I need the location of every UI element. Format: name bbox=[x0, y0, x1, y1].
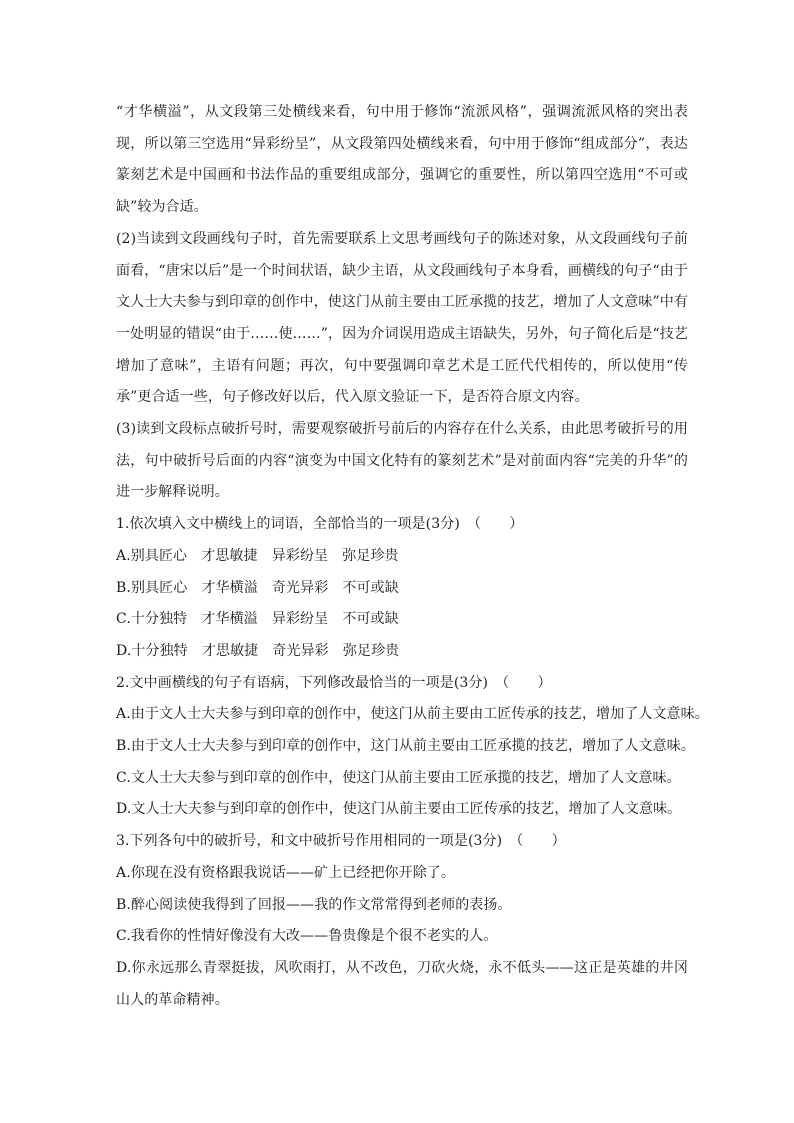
question-1 bbox=[116, 509, 688, 668]
option-d: D.文人士大夫参与到印章的创作中，使这门从前主要由工匠传承的技艺，增加了人文意味。 bbox=[116, 801, 682, 818]
question-stem: 2.文中画横线的句子有语病，下列修改最恰当的一项是(3分) （ ） bbox=[116, 674, 552, 691]
question-2 bbox=[116, 668, 709, 827]
option-b: B.由于文人士大夫参与到印章的创作中，这门从前主要由工匠承揽的技艺，增加了人文意味。 bbox=[116, 738, 695, 755]
option-b: B.别具匠心 才华横溢 奇光异彩 不可或缺 bbox=[116, 579, 399, 596]
question-stem: 3.下列各句中的破折号，和文中破折号作用相同的一项是(3分) （ ） bbox=[116, 833, 566, 850]
analysis-point-3: (3)读到文段标点破折号时，需要观察破折号前后的内容存在什么关系，由此思考破折号的用法，句中破折号后面的内容“演变为中国文化特有的篆刻艺术”是对前面内容“完美的升华”的进一步解释说明。 bbox=[116, 421, 688, 501]
question-3 bbox=[116, 826, 688, 1016]
analysis-continuation: “才华横溢”，从文段第三处横线来看，句中用于修饰“流派风格”，强调流派风格的突出表现，所以第三空选用“异彩纷呈”，从文段第四处横线来看，句中用于修饰“组成部分”，表达篆刻艺术是中国画和书法作品的重要组成部分，强调它的重要性，所以第四空选用“不可或缺”较为合适。 bbox=[116, 104, 688, 216]
option-a: A.你现在没有资格跟我说话——矿上已经把你开除了。 bbox=[116, 864, 456, 881]
question-stem: 1.依次填入文中横线上的词语，全部恰当的一项是(3分) （ ） bbox=[116, 516, 524, 533]
option-d: D.十分独特 才思敏捷 奇光异彩 弥足珍贵 bbox=[116, 642, 400, 659]
option-c: C.十分独特 才华横溢 异彩纷呈 不可或缺 bbox=[116, 611, 399, 628]
document-content bbox=[116, 97, 709, 1016]
option-d: D.你永远那么青翠挺拔，风吹雨打，从不改色，刀砍火烧，永不低头——这正是英雄的井冈山人的革命精神。 bbox=[116, 959, 688, 1008]
analysis-point-2: (2)当读到文段画线句子时，首先需要联系上文思考画线句子的陈述对象，从文段画线句子前面看，“唐宋以后”是一个时间状语，缺少主语，从文段画线句子本身看，画横线的句子“由于文人士大夫参与到印章的创作中，使这门从前主要由工匠承揽的技艺，增加了人文意味”中有一处明显的错误“由于……使……”，因为介词误用造成主语缺失，另外，句子简化后是“技艺增加了意味”，主语有问题；再次，句中要强调印章艺术是工匠代代相传的，所以使用“传承”更合适一些，句子修改好以后，代入原文验证一下，是否符合原文内容。 bbox=[116, 230, 688, 406]
option-a: A.由于文人士大夫参与到印章的创作中，使这门从前主要由工匠传承的技艺，增加了人文意味。 bbox=[116, 706, 709, 723]
option-c: C.我看你的性情好像没有大改——鲁贵像是个很不老实的人。 bbox=[116, 928, 498, 945]
option-b: B.醉心阅读使我得到了回报——我的作文常常得到老师的表扬。 bbox=[116, 896, 512, 913]
option-c: C.文人士大夫参与到印章的创作中，使这门从前主要由工匠承揽的技艺，增加了人文意味。 bbox=[116, 769, 681, 786]
option-a: A.别具匠心 才思敏捷 异彩纷呈 弥足珍贵 bbox=[116, 547, 399, 564]
